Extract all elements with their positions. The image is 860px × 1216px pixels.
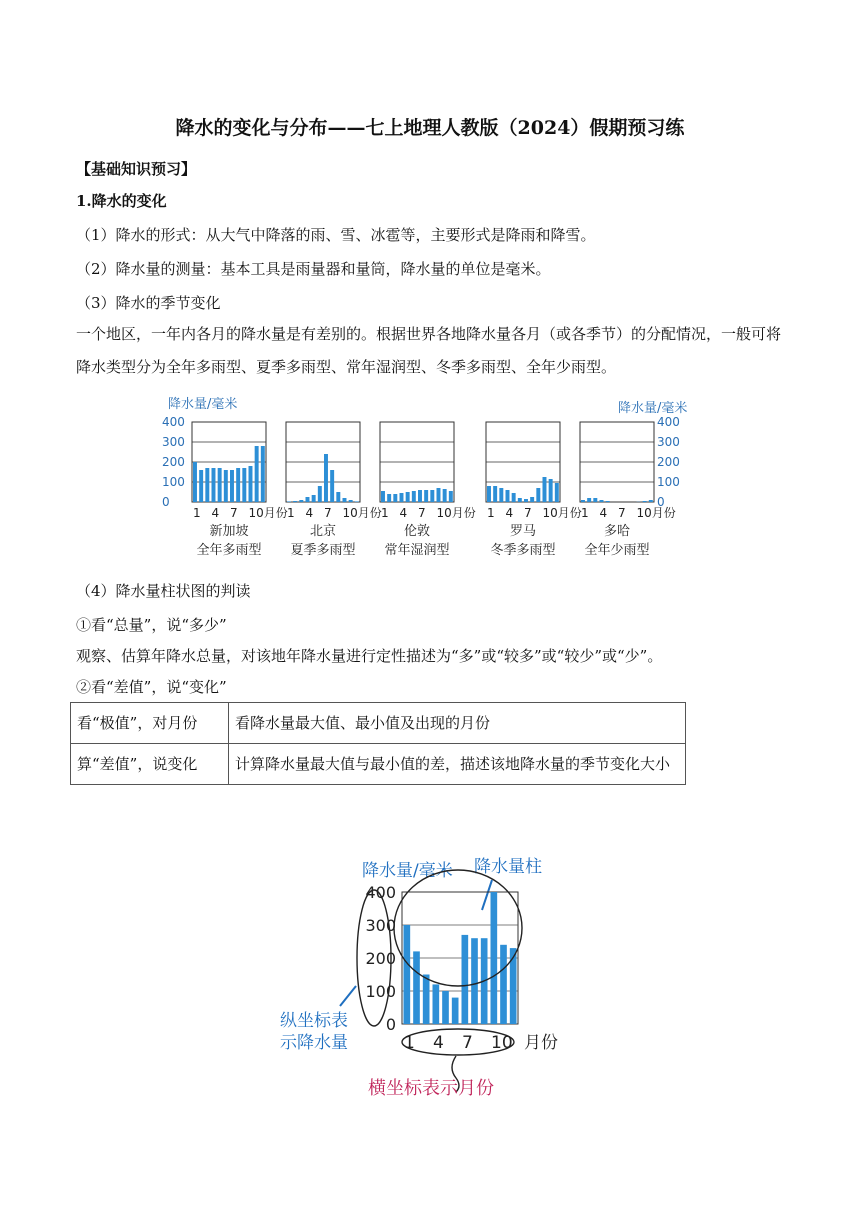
y-axis-label-left: 降水量/毫米 [168,397,238,412]
precipitation-bar [530,497,534,502]
city-name: 伦敦 [403,524,431,539]
x-tick-label: 7 [230,506,238,520]
precipitation-bar [491,892,498,1024]
precipitation-bar [199,470,203,502]
x-tick-label: 7 [324,506,332,520]
paragraph-types: 一个地区，一年内各月的降水量是有差别的。根据世界各地降水量各月（或各季节）的分配情况，一般可将降水类型分为全年多雨型、夏季多雨型、常年湿润型、冬季多雨型、全年少雨型。 [76,325,782,376]
paragraph-forms: （1）降水的形式：从大气中降落的雨、雪、冰雹等，主要形式是降雨和降雪。 [76,226,596,244]
y-tick-label-right: 100 [657,475,680,489]
x-tick-label: 10月份 [542,506,582,520]
precipitation-bar [404,925,411,1024]
y-tick-label: 200 [365,949,396,968]
x-tick-label: 10月份 [248,506,288,520]
page-title: 降水的变化与分布——七上地理人教版（2024）假期预习练 [175,117,685,139]
table-cell-head: 算“差值”，说变化 [71,744,229,785]
precipitation-bar [512,493,516,502]
bars-highlight-circle [394,870,522,986]
y-tick-label-left: 400 [162,415,185,429]
step-two: ②看“差值”，说“变化” [76,678,227,696]
y-tick-label-left: 0 [162,495,170,509]
y-axis-label: 降水量/毫米 [362,861,453,881]
x-tick-label: 4 [211,506,220,520]
table-row [71,744,686,785]
precipitation-bar [500,945,507,1024]
x-tick-label: 10 [491,1033,513,1053]
climate-charts-group [162,415,680,558]
x-tick-label: 1 [381,506,389,520]
precipitation-bar [381,491,385,502]
precipitation-bar [499,488,503,502]
section-heading: 【基础知识预习】 [76,160,197,178]
x-tick-label: 1 [404,1033,415,1053]
x-tick-label: 1 [581,506,589,520]
city-name: 多哈 [603,524,631,539]
city-name: 新加坡 [209,524,249,539]
precipitation-bar [555,483,559,502]
precipitation-bar [536,488,540,502]
table-cell-head: 看“极值”，对月份 [71,703,229,744]
precipitation-bar [224,470,228,502]
precipitation-bar [493,486,497,502]
x-axis-unit: 月份 [524,1033,558,1053]
y-tick-label: 0 [385,1015,396,1034]
x-tick-label: 4 [505,506,514,520]
city-name: 罗马 [509,524,537,539]
precipitation-bar [355,501,359,502]
x-axis-note: 横坐标表示月份 [368,1078,494,1099]
precipitation-types-figure [160,390,700,560]
precipitation-bar [218,468,222,502]
precipitation-bar [255,446,259,502]
x-tick-label: 7 [462,1033,473,1053]
precipitation-bar [413,951,420,1024]
precipitation-bar [606,501,610,502]
y-tick-label-right: 0 [657,495,665,509]
precipitation-bar [343,498,347,502]
annotated-chart-figure [270,848,590,1108]
precipitation-bar [324,454,328,502]
y-tick-label: 300 [365,916,396,935]
precipitation-bar [312,495,316,502]
precipitation-bar [462,935,469,1024]
city-name: 北京 [309,524,337,539]
paragraph-measurement: （2）降水量的测量：基本工具是雨量器和量筒，降水量的单位是毫米。 [76,260,551,278]
precipitation-bar [433,984,440,1024]
annotated-chart-group [280,857,558,1099]
precipitation-bar [487,486,491,502]
y-axis-note: 纵坐标表 [280,1011,348,1031]
precipitation-bar [471,938,478,1024]
x-tick-label: 4 [305,506,314,520]
precipitation-bar [423,975,430,1025]
x-tick-label: 7 [524,506,532,520]
precipitation-type: 常年湿润型 [384,543,450,558]
y-tick-label-left: 200 [162,455,185,469]
paragraph-seasonal: （3）降水的季节变化 [76,294,221,312]
precipitation-bar [400,493,404,502]
subsection-heading: 1.降水的变化 [76,192,167,210]
precipitation-bar [437,488,441,502]
precipitation-bar [506,490,510,502]
y-tick-label-left: 100 [162,475,185,489]
x-tick-label: 7 [418,506,426,520]
precipitation-bar [543,477,547,502]
precipitation-bar [649,500,653,502]
precipitation-bar [393,494,397,502]
precipitation-bar [287,501,291,502]
reading-method-table [70,702,686,785]
y-tick-label-right: 300 [657,435,680,449]
table-cell-body: 看降水量最大值、最小值及出现的月份 [229,703,686,744]
precipitation-bar [518,498,522,502]
precipitation-bar [330,470,334,502]
precipitation-bar [524,499,528,502]
precipitation-bar [230,470,234,502]
precipitation-bar [306,497,310,502]
x-tick-label: 4 [399,506,408,520]
precipitation-bar [452,998,459,1024]
precipitation-bar [430,490,434,502]
precipitation-bar [336,492,340,502]
precipitation-bar [587,498,591,502]
precipitation-bar [387,494,391,502]
precipitation-bar [443,489,447,502]
y-tick-label: 400 [365,883,396,902]
precipitation-type: 全年多雨型 [196,543,262,558]
precipitation-bar [424,490,428,502]
precipitation-type: 夏季多雨型 [290,543,356,558]
precipitation-bar [600,500,604,502]
step-one: ①看“总量”，说“多少” [76,616,227,634]
precipitation-type: 全年少雨型 [584,543,650,558]
table-row [71,703,686,744]
precipitation-bar [293,501,297,502]
precipitation-bar [643,501,647,502]
precipitation-bar [581,500,585,502]
x-tick-label: 1 [487,506,495,520]
precipitation-bar [549,479,553,502]
precipitation-bar [418,490,422,502]
x-tick-label: 1 [193,506,201,520]
x-tick-label: 4 [433,1033,444,1053]
precipitation-bar [318,486,322,502]
x-tick-label: 10月份 [436,506,476,520]
x-tick-label: 10月份 [636,506,676,520]
y-tick-label-right: 400 [657,415,680,429]
precipitation-bar [236,468,240,502]
table-cell-body: 计算降水量最大值与最小值的差，描述该地降水量的季节变化大小 [229,744,686,785]
precipitation-bar [212,468,216,502]
x-tick-label: 4 [599,506,608,520]
precipitation-bar [249,466,253,502]
paragraph-total: 观察、估算年降水总量，对该地年降水量进行定性描述为“多”或“较多”或“较少”或“少”。 [76,647,663,665]
precipitation-bar [593,498,597,502]
bar-annotation-label: 降水量柱 [474,857,542,877]
precipitation-bar [449,491,453,502]
precipitation-bar [442,991,449,1024]
y-tick-label-right: 200 [657,455,680,469]
x-tick-label: 1 [287,506,295,520]
precipitation-bar [205,468,209,502]
precipitation-bar [242,468,246,502]
x-tick-label: 7 [618,506,626,520]
precipitation-bar [261,446,265,502]
precipitation-bar [349,500,353,502]
precipitation-bar [299,500,303,502]
y-tick-label: 100 [365,982,396,1001]
precipitation-type: 冬季多雨型 [490,543,556,558]
precipitation-bar [510,948,517,1024]
y-axis-note-pointer [340,986,356,1006]
precipitation-bar [193,462,197,502]
precipitation-bar [412,491,416,502]
y-tick-label-left: 300 [162,435,185,449]
y-axis-note: 示降水量 [280,1033,348,1053]
y-axis-label-right: 降水量/毫米 [618,401,688,416]
x-tick-label: 10月份 [342,506,382,520]
precipitation-bar [406,492,410,502]
paragraph-reading: （4）降水量柱状图的判读 [76,582,251,600]
